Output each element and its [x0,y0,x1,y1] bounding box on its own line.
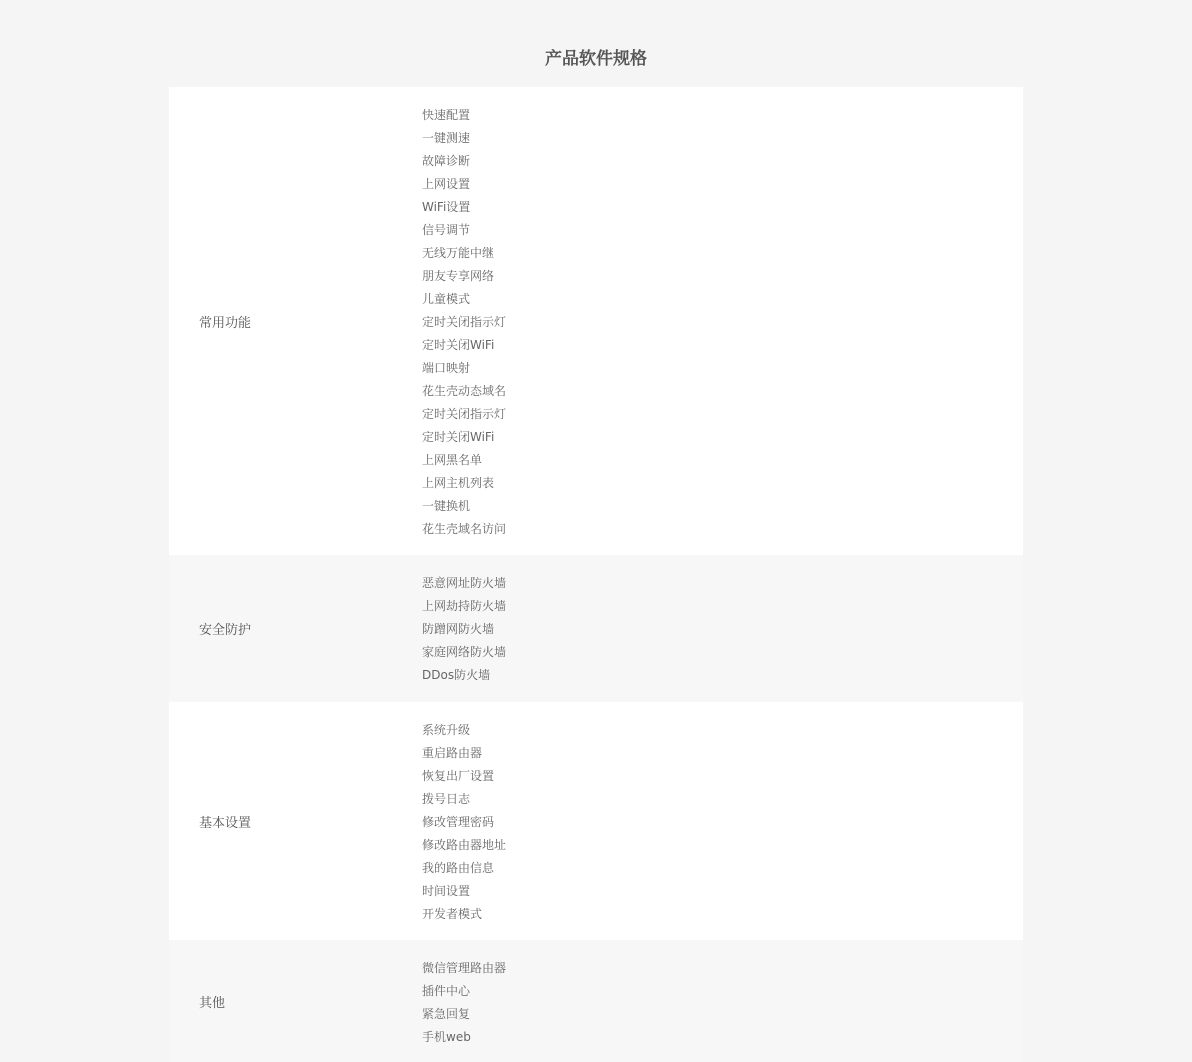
category-label: 安全防护 [199,623,252,638]
feature-item: 恶意网址防火墙 [422,576,507,590]
feature-item: 家庭网络防火墙 [422,645,507,659]
feature-item: 无线万能中继 [422,245,495,260]
feature-item: 上网黑名单 [422,452,483,467]
spec-section-basic [169,702,1023,940]
feature-item: 拨号日志 [422,791,471,806]
spec-section-common [169,87,1023,555]
feature-item: 开发者模式 [422,906,483,921]
feature-item: 定时关闭指示灯 [422,314,507,329]
feature-item: 一键测速 [422,130,471,145]
feature-item: 我的路由信息 [422,860,495,875]
category-label: 常用功能 [199,315,252,331]
feature-list [422,570,506,687]
feature-item: 重启路由器 [422,745,483,760]
feature-item: 修改管理密码 [422,814,495,829]
feature-list [422,953,506,1049]
feature-item: WiFi设置 [422,199,471,214]
feature-item: 紧急回复 [422,1007,471,1021]
feature-item: 插件中心 [422,984,471,998]
feature-item: 上网劫持防火墙 [422,599,507,613]
feature-item: 系统升级 [422,722,471,737]
category-label: 其他 [199,995,226,1011]
feature-item: 儿童模式 [422,291,471,306]
spec-table [169,87,1023,1062]
feature-item: DDos防火墙 [422,668,491,682]
feature-list [422,102,506,541]
feature-item: 上网主机列表 [422,475,495,490]
feature-item: 修改路由器地址 [422,837,507,852]
feature-item: 故障诊断 [422,153,471,168]
feature-item: 微信管理路由器 [422,961,507,975]
feature-item: 上网设置 [422,176,471,191]
feature-item: 时间设置 [422,883,471,898]
feature-item: 防蹭网防火墙 [422,622,495,636]
feature-item: 花生壳域名访问 [422,521,507,536]
feature-item: 恢复出厂设置 [422,768,495,783]
feature-item: 定时关闭WiFi [422,429,495,444]
feature-item: 手机web [422,1030,471,1044]
spec-section-other [169,940,1023,1062]
feature-item: 定时关闭指示灯 [422,406,507,421]
feature-list [422,717,506,926]
feature-item: 定时关闭WiFi [422,337,495,352]
page-title: 产品软件规格 [545,49,647,69]
category-label: 基本设置 [199,815,252,831]
feature-item: 端口映射 [422,360,471,375]
feature-item: 花生壳动态域名 [422,383,507,398]
feature-item: 快速配置 [422,107,471,122]
feature-item: 一键换机 [422,498,471,513]
spec-section-security [169,555,1023,702]
feature-item: 信号调节 [422,222,471,237]
feature-item: 朋友专享网络 [422,268,495,283]
